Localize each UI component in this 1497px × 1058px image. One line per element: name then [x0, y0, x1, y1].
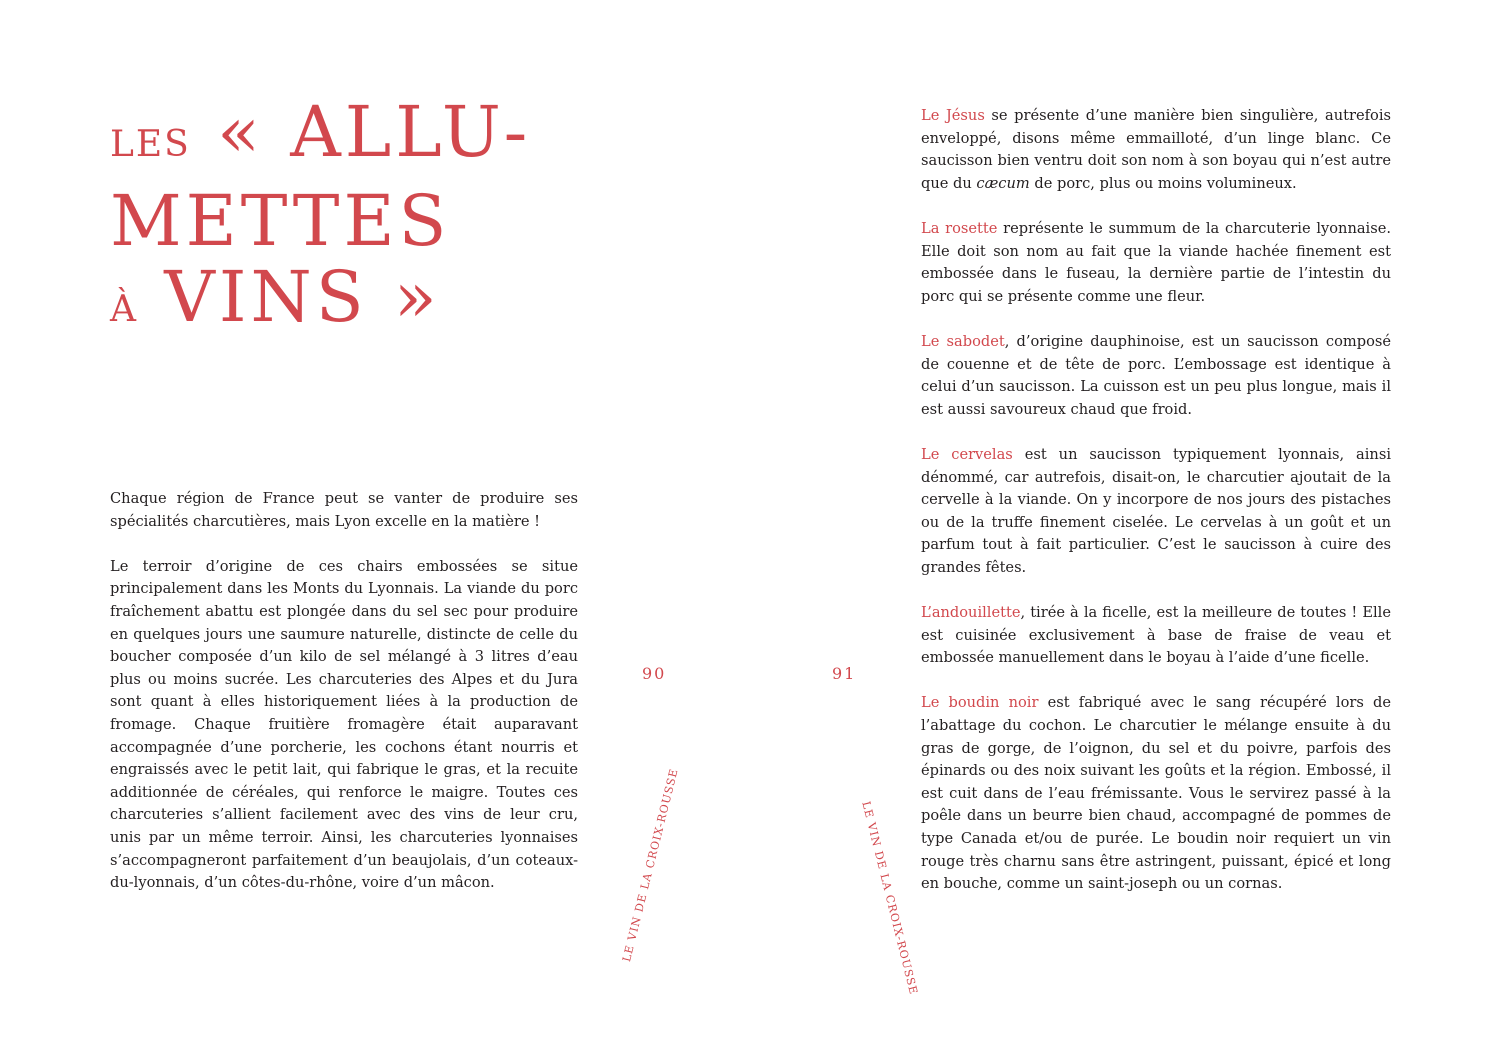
entry-term: L’andouillette	[921, 604, 1021, 622]
title-line-1	[110, 91, 532, 181]
entry-cervelas	[921, 444, 1391, 580]
entry-andouillette	[921, 602, 1391, 670]
page-number-left: 90	[642, 664, 667, 683]
intro-paragraph: Chaque région de France peut se vanter de produire ses spécialités charcutières, mais Lyon excelle en la matière !	[110, 490, 578, 530]
entry-text: est fabriqué avec le sang récupéré lors de l’abattage du cochon. Le charcutier le mélange ensuite à du gras de gorge, de l’oignon, du sel et du poivre, parfois des épinards ou des noix suivant les goûts et la région. Embossé, il est cuit dans de l’eau frémissante. Vous le servirez passé à la poêle dans un beurre bien chaud, accompagné de pommes de type Canada et/ou de purée. Le boudin noir requiert un vin rouge très charnu sans être astringent, puissant, épicé et long en bouche, comme un saint-joseph ou un cornas.	[921, 694, 1391, 893]
running-head-left: LE VIN DE LA CROIX-ROUSSE	[620, 766, 681, 964]
entry-term: Le cervelas	[921, 445, 1013, 463]
entry-term: Le boudin noir	[921, 694, 1039, 712]
entry-rosette	[921, 218, 1391, 308]
entry-term: La rosette	[921, 219, 998, 237]
entry-term: Le sabodet	[921, 332, 1005, 350]
entry-text: se présente d’une manière bien singulière, autrefois enveloppé, disons même emmailloté, d’un linge blanc. Ce saucisson bien ventru doit son nom à son boyau qui n’est autre que du	[921, 107, 1391, 192]
left-page	[0, 0, 745, 1058]
right-body-text	[921, 105, 1391, 896]
entry-sabodet	[921, 331, 1391, 421]
title-word-vins: VINS »	[164, 256, 441, 338]
title-line-2: METTES	[110, 180, 451, 262]
left-body-text	[110, 488, 578, 895]
entry-jesus	[921, 105, 1391, 195]
terroir-paragraph: Le terroir d’origine de ces chairs embossées se situe principalement dans les Monts du Lyonnais. La viande du porc fraîchement abattu est plongée dans du sel sec pour produire en quelques jours une saumure naturelle, distincte de celle du boucher composée d’un kilo de sel mélangé à 3 litres d’eau plus ou moins sucrée. Les charcuteries des Alpes et du Jura sont quant à elles historiquement liées à la production de fromage. Chaque fruitière fromagère était auparavant accompagnée d’une porcherie, les cochons étant nourris et engraissés avec le petit lait, qui fabrique le gras, et la recuite additionnée de céréales, qui renforce le maigre. Toutes ces charcuteries s’allient facilement avec des vins de leur cru, unis par un même terroir. Ainsi, les charcuteries lyonnaises s’accompagneront parfaitement d’un beaujolais, d’un coteaux-du-lyonnais, d’un côtes-du-rhône, voire d’un mâcon.	[110, 557, 578, 892]
entry-boudin-noir	[921, 692, 1391, 895]
page-number-right: 91	[832, 664, 857, 683]
chapter-title	[110, 91, 532, 346]
entry-italic: cæcum	[976, 174, 1030, 192]
title-word-les: LES	[110, 124, 191, 165]
entry-text: , d’origine dauphinoise, est un saucisson composé de couenne et de tête de porc. L’embossage est identique à celui d’un saucisson. La cuisson est un peu plus longue, mais il est aussi savoureux chaud que froid.	[921, 332, 1391, 418]
title-word-allu: « ALLU-	[217, 91, 532, 173]
entry-text-end: de porc, plus ou moins volumineux.	[1029, 174, 1297, 192]
running-head-right: LE VIN DE LA CROIX-ROUSSE	[859, 800, 921, 997]
entry-text: représente le summum de la charcuterie lyonnaise. Elle doit son nom au fait que la viande hachée finement est embossée dans le fuseau, la dernière partie de l’intestin du porc qui se présente comme une fleur.	[921, 219, 1391, 305]
entry-text: , tirée à la ficelle, est la meilleure de toutes ! Elle est cuisinée exclusivement à base de fraise de veau et embossée manuellement dans le boyau à l’aide d’une ficelle.	[921, 604, 1391, 667]
entry-text: est un saucisson typiquement lyonnais, ainsi dénommé, car autrefois, disait-on, le charcutier ajoutait de la cervelle à la viande. On y incorpore de nos jours des pistaches ou de la truffe finement ciselée. Le cervelas à un goût et un parfum tout à fait particulier. C’est le saucisson à cuire des grandes fêtes.	[921, 445, 1391, 576]
title-word-a: À	[110, 289, 138, 330]
entry-term: Le Jésus	[921, 107, 985, 124]
title-line-3	[110, 256, 531, 346]
